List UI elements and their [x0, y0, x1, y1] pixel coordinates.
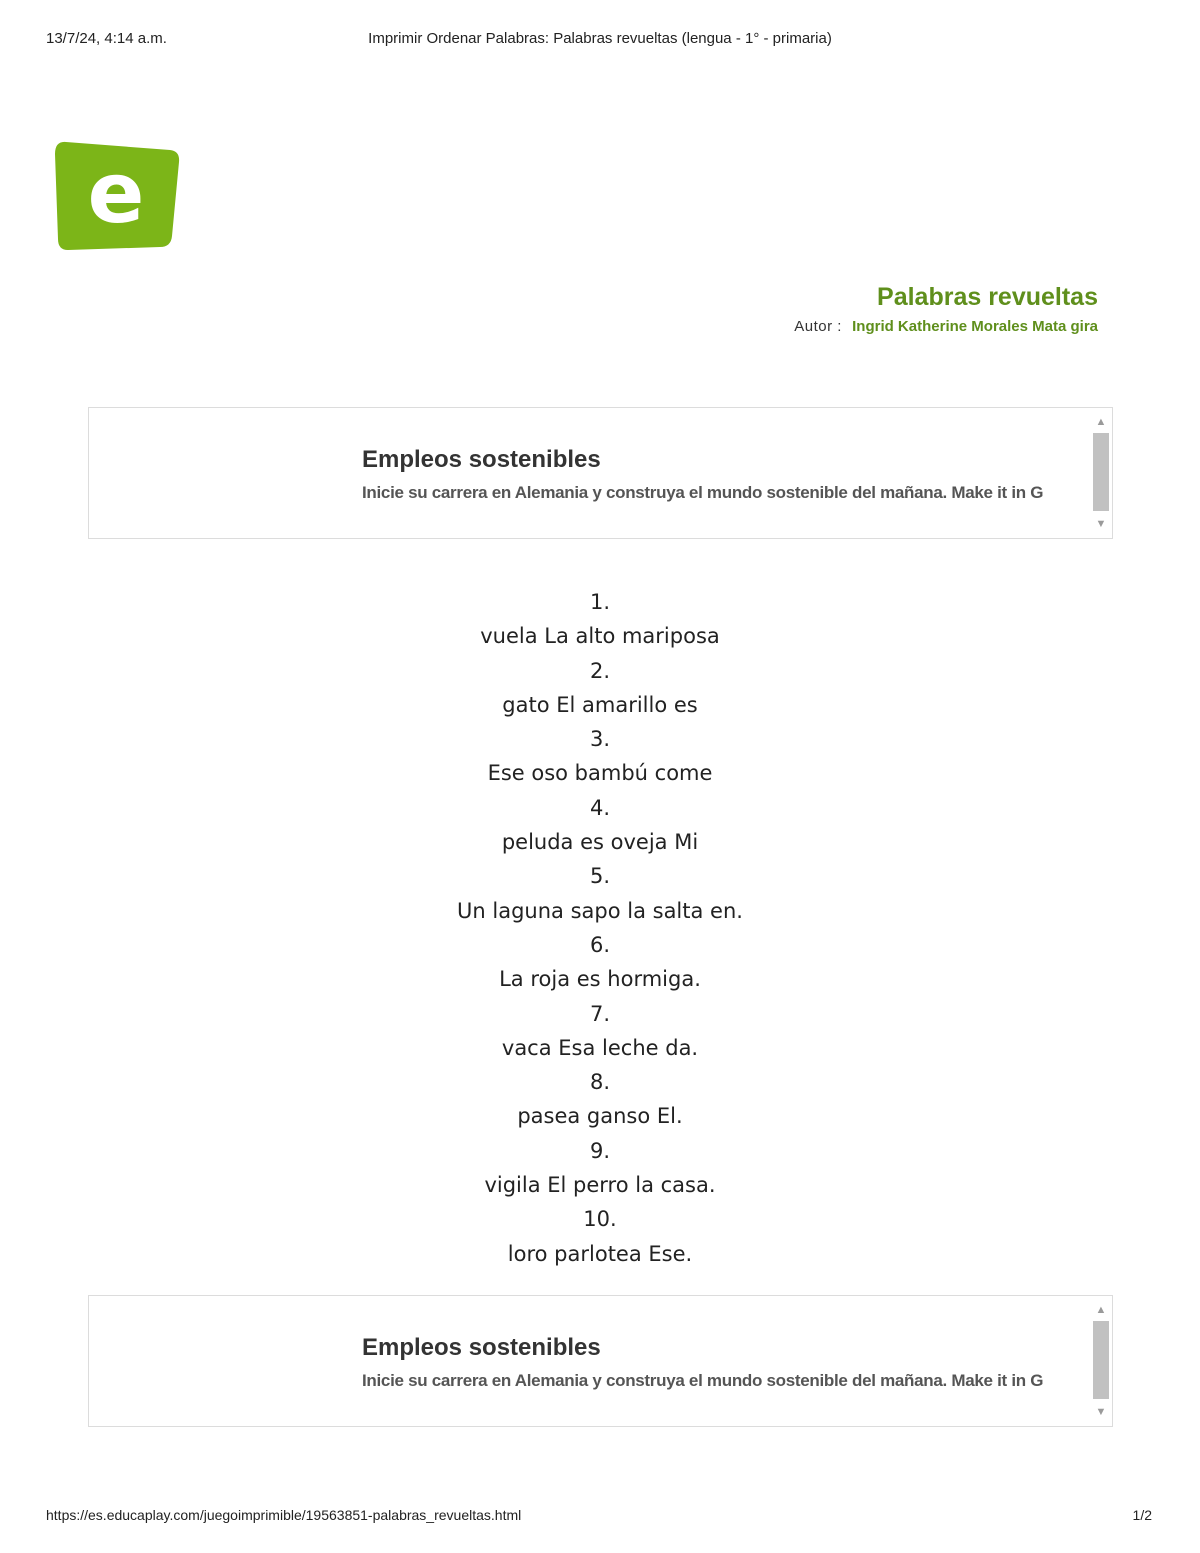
ad-scrollbar[interactable]: [1090, 408, 1112, 538]
game-title: Palabras revueltas: [877, 283, 1098, 311]
page-number: 1/2: [1132, 1507, 1152, 1523]
print-footer: [0, 1505, 1200, 1529]
advertisement-bottom[interactable]: [88, 1295, 1113, 1427]
item-number: 7.: [589, 1001, 611, 1026]
item-sentence: gato El amarillo es: [502, 692, 698, 717]
list-item: [0, 791, 1200, 860]
scroll-down-arrow-icon[interactable]: ▼: [1095, 1406, 1107, 1418]
item-number: 3.: [589, 727, 611, 752]
item-sentence: loro parlotea Ese.: [507, 1241, 693, 1266]
print-header: [0, 28, 1200, 52]
print-date: 13/7/24, 4:14 a.m.: [46, 30, 167, 47]
list-item: [0, 585, 1200, 654]
list-item: [0, 928, 1200, 997]
item-number: 9.: [589, 1138, 611, 1163]
scroll-down-arrow-icon[interactable]: ▼: [1095, 518, 1107, 530]
ad-text[interactable]: Inicie su carrera en Alemania y construya el mundo sostenible del mañana. Make it in G: [362, 1371, 1044, 1390]
item-sentence: Ese oso bambú come: [487, 761, 713, 786]
list-item: [0, 654, 1200, 723]
list-item: [0, 722, 1200, 791]
ad-text[interactable]: Inicie su carrera en Alemania y construya el mundo sostenible del mañana. Make it in G: [362, 483, 1044, 502]
item-number: 5.: [589, 864, 611, 889]
item-number: 1.: [589, 590, 611, 614]
scroll-thumb[interactable]: [1093, 433, 1109, 511]
list-item: [0, 1202, 1200, 1271]
author-label: Autor :: [794, 318, 842, 335]
list-item: [0, 997, 1200, 1066]
item-sentence: vuela La alto mariposa: [480, 624, 720, 649]
scrambled-sentence-list: [0, 585, 1200, 1271]
print-page-title: Imprimir Ordenar Palabras: Palabras revueltas (lengua - 1° - primaria): [368, 30, 832, 47]
item-number: 8.: [589, 1070, 611, 1095]
item-sentence: La roja es hormiga.: [499, 967, 701, 992]
ad-title[interactable]: Empleos sostenibles: [362, 1334, 601, 1361]
item-number: 6.: [589, 932, 611, 957]
educaplay-logo-icon: [52, 136, 182, 254]
item-number: 10.: [583, 1207, 617, 1232]
item-sentence: Un laguna sapo la salta en.: [457, 898, 743, 923]
ad-title[interactable]: Empleos sostenibles: [362, 446, 601, 473]
list-item: [0, 1065, 1200, 1134]
logo-letter: e: [87, 144, 145, 242]
item-number: 4.: [589, 795, 611, 820]
item-sentence: pasea ganso El.: [517, 1104, 683, 1129]
author-name-link[interactable]: Ingrid Katherine Morales Mata gira: [852, 318, 1098, 335]
list-item: [0, 1134, 1200, 1203]
educaplay-logo[interactable]: [52, 136, 182, 254]
list-item: [0, 859, 1200, 928]
scroll-thumb[interactable]: [1093, 1321, 1109, 1399]
item-sentence: vaca Esa leche da.: [501, 1035, 699, 1060]
scroll-up-arrow-icon[interactable]: ▲: [1095, 416, 1107, 428]
advertisement-top[interactable]: [88, 407, 1113, 539]
item-number: 2.: [589, 658, 611, 683]
page-url: https://es.educaplay.com/juegoimprimible/19563851-palabras_revueltas.html: [46, 1507, 522, 1523]
ad-scrollbar[interactable]: [1090, 1296, 1112, 1426]
scroll-up-arrow-icon[interactable]: ▲: [1095, 1304, 1107, 1316]
item-sentence: peluda es oveja Mi: [501, 830, 699, 855]
author-line: [794, 318, 1098, 335]
item-sentence: vigila El perro la casa.: [484, 1173, 716, 1198]
